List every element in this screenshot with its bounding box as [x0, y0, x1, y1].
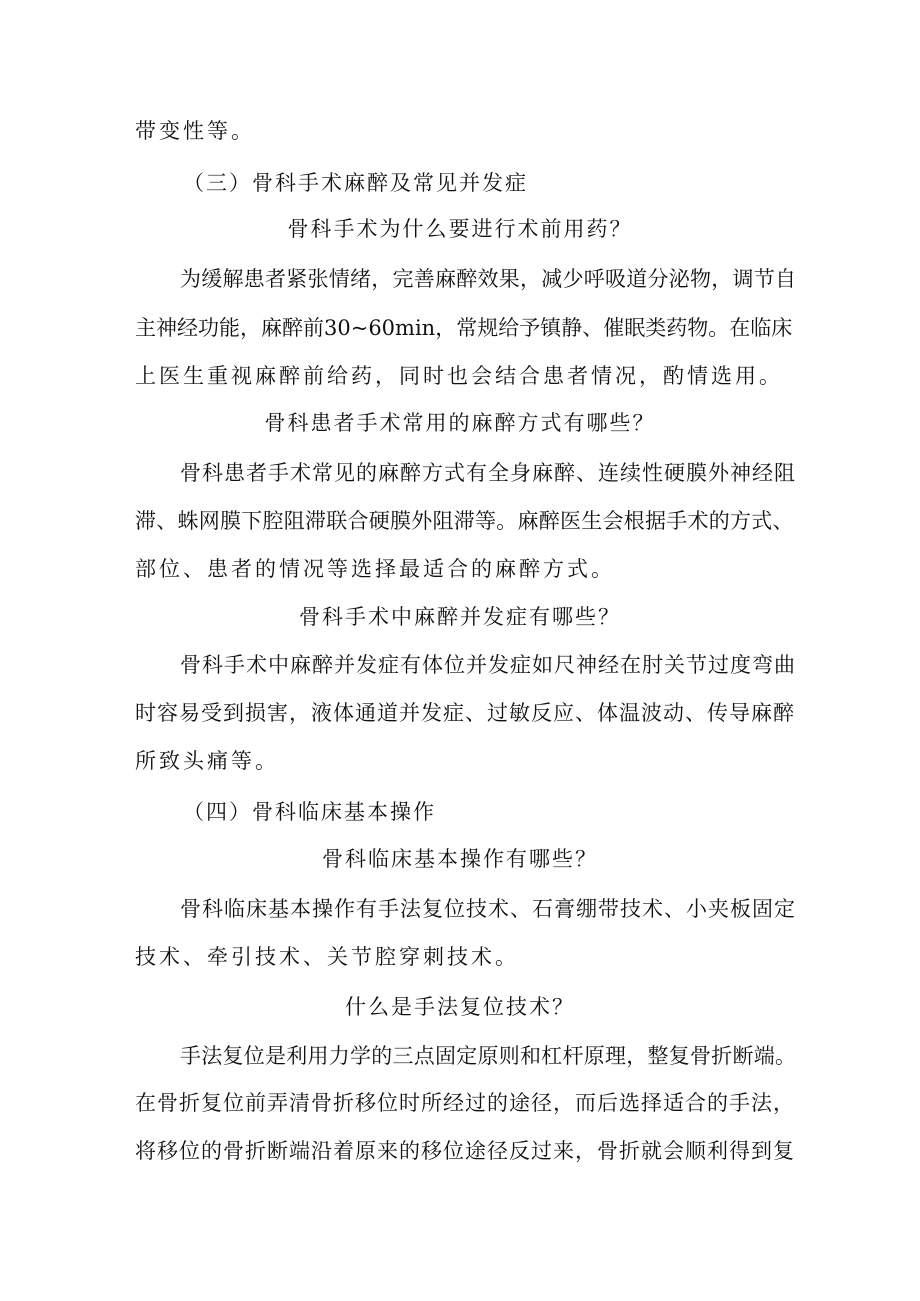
paragraph-line: 上医生重视麻醉前给药，同时也会结合患者情况，酌情选用。: [135, 364, 783, 388]
paragraph-line: 技术、牵引技术、关节腔穿刺技术。: [135, 945, 519, 969]
paragraph-line: 骨科手术中麻醉并发症有体位并发症如尺神经在肘关节过度弯曲: [180, 653, 796, 677]
paragraph-line: 时容易受到损害，液体通道并发症、过敏反应、体温波动、传导麻醉: [135, 701, 795, 725]
question-heading: 骨科临床基本操作有哪些？: [322, 847, 598, 871]
section-heading: （四）骨科临床基本操作: [183, 800, 436, 824]
paragraph-line: 骨科患者手术常见的麻醉方式有全身麻醉、连续性硬膜外神经阻: [180, 461, 796, 485]
paragraph-line: 滞、蛛网膜下腔阻滞联合硬膜外阻滞等。麻醉医生会根据手术的方式、: [135, 509, 794, 533]
question-heading: 骨科手术中麻醉并发症有哪些？: [299, 605, 621, 629]
paragraph-line: 为缓解患者紧张情绪，完善麻醉效果，减少呼吸道分泌物，调节自: [180, 267, 797, 291]
question-heading: 骨科患者手术常用的麻醉方式有哪些？: [264, 411, 656, 435]
paragraph-line: 手法复位是利用力学的三点固定原则和杠杆原理，整复骨折断端。: [180, 1044, 797, 1068]
paragraph-line: 主神经功能，麻醉前30~60min，常规给予镇静、催眠类药物。在临床: [135, 316, 793, 340]
paragraph-line: 所致头痛等。: [135, 749, 279, 773]
paragraph-line: 骨科临床基本操作有手法复位技术、石膏绷带技术、小夹板固定: [180, 897, 796, 921]
paragraph-line: 带变性等。: [135, 119, 255, 143]
question-heading: 什么是手法复位技术？: [345, 995, 575, 1019]
question-heading: 骨科手术为什么要进行术前用药？: [287, 217, 633, 241]
paragraph-line: 部位、患者的情况等选择最适合的麻醉方式。: [135, 557, 615, 581]
paragraph-line: 将移位的骨折断端沿着原来的移位途径反过来，骨折就会顺利得到复: [135, 1139, 795, 1163]
section-heading: （三）骨科手术麻醉及常见并发症: [183, 171, 528, 195]
paragraph-line: 在骨折复位前弄清骨折移位时所经过的途径，而后选择适合的手法，: [135, 1091, 795, 1115]
